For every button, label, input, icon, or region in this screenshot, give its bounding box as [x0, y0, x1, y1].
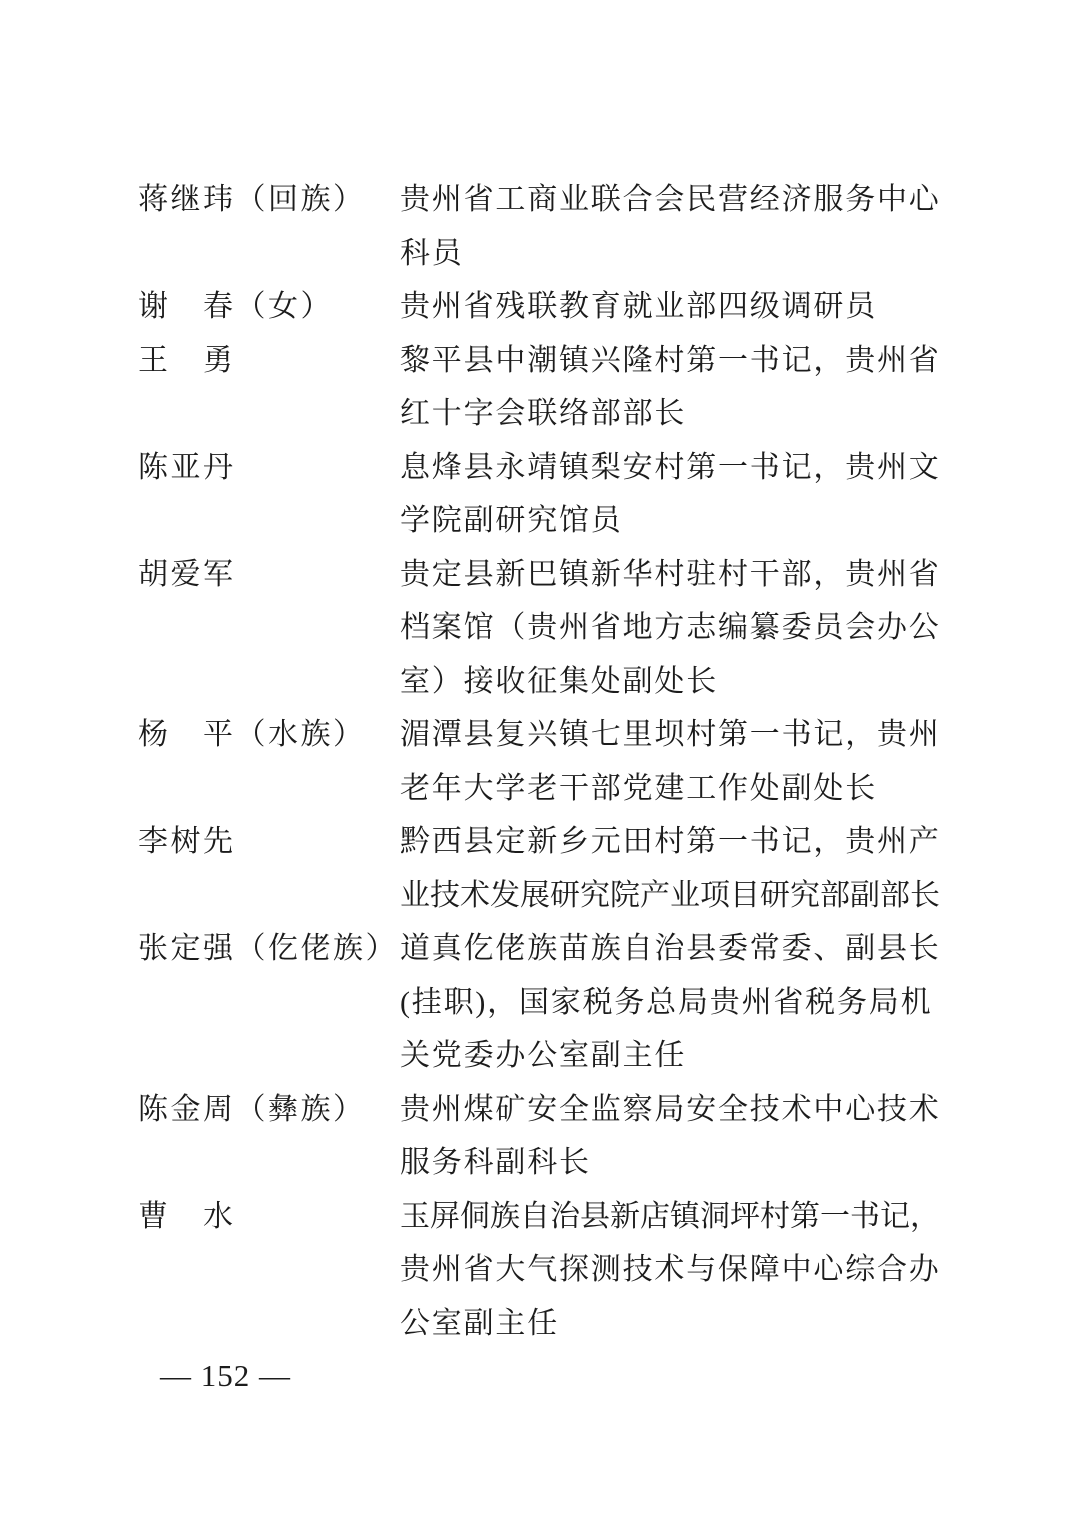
award-recipient-list: [138, 173, 948, 1350]
person-name: 谢 春（女）: [138, 290, 333, 323]
person-name: 陈亚丹: [138, 450, 236, 484]
position-line: 档案馆（贵州省地方志编纂委员会办公: [400, 611, 941, 644]
person-position: [400, 441, 940, 548]
person-position: [400, 173, 940, 280]
list-entry: [138, 1083, 948, 1190]
person-name: 陈金周（彝族）: [138, 1092, 366, 1126]
position-line: 道真仡佬族苗族自治县委常委、副县长: [400, 932, 941, 965]
person-name: 蒋继玮（回族）: [138, 183, 366, 216]
list-entry: [138, 815, 948, 922]
position-line: 黔西县定新乡元田村第一书记，贵州产: [400, 825, 941, 858]
person-position: [400, 334, 940, 441]
list-entry: [138, 173, 948, 280]
position-line: 科员: [400, 236, 464, 270]
position-line: 贵州省大气探测技术与保障中心综合办: [400, 1253, 941, 1286]
position-line: 学院副研究馆员: [400, 504, 623, 537]
person-position: [400, 1190, 940, 1351]
list-entry: [138, 922, 948, 1083]
position-line: 息烽县永靖镇梨安村第一书记，贵州文: [400, 450, 941, 484]
position-line: 公室副主任: [400, 1306, 559, 1340]
position-line: 红十字会联络部部长: [400, 397, 687, 430]
person-name: 王 勇: [138, 343, 236, 377]
position-line: 贵州省工商业联合会民营经济服务中心: [400, 183, 941, 216]
person-position: [400, 280, 940, 334]
position-line: 室）接收征集处副处长: [400, 664, 718, 698]
person-position: [400, 815, 940, 922]
position-line: 黎平县中潮镇兴隆村第一书记，贵州省: [400, 343, 941, 377]
person-position: [400, 548, 940, 709]
person-name: 张定强（仡佬族）: [138, 932, 398, 965]
list-entry: [138, 334, 948, 441]
person-name: 曹 水: [138, 1199, 236, 1233]
position-line: 贵州煤矿安全监察局安全技术中心技术: [400, 1092, 941, 1126]
person-position: [400, 922, 940, 1083]
person-name: 杨 平（水族）: [138, 718, 366, 751]
position-line: 湄潭县复兴镇七里坝村第一书记，贵州: [400, 718, 941, 751]
list-entry: [138, 280, 948, 334]
position-line: 贵定县新巴镇新华村驻村干部，贵州省: [400, 557, 941, 591]
list-entry: [138, 708, 948, 815]
list-entry: [138, 441, 948, 548]
page-number: — 152 —: [160, 1358, 291, 1393]
list-entry: [138, 1190, 948, 1351]
position-line: 业技术发展研究院产业项目研究部副部长: [400, 878, 940, 912]
position-line: 关党委办公室副主任: [400, 1039, 687, 1072]
person-position: [400, 1083, 940, 1190]
position-line: 老年大学老干部党建工作处副处长: [400, 771, 877, 805]
position-line: 玉屏侗族自治县新店镇洞坪村第一书记，: [400, 1199, 940, 1233]
person-name: 胡爱军: [138, 557, 236, 591]
person-name: 李树先: [138, 825, 236, 858]
list-entry: [138, 548, 948, 709]
position-line: (挂职)，国家税务总局贵州省税务局机: [400, 985, 933, 1019]
position-line: 贵州省残联教育就业部四级调研员: [400, 290, 877, 323]
person-position: [400, 708, 940, 815]
position-line: 服务科副科长: [400, 1146, 591, 1179]
